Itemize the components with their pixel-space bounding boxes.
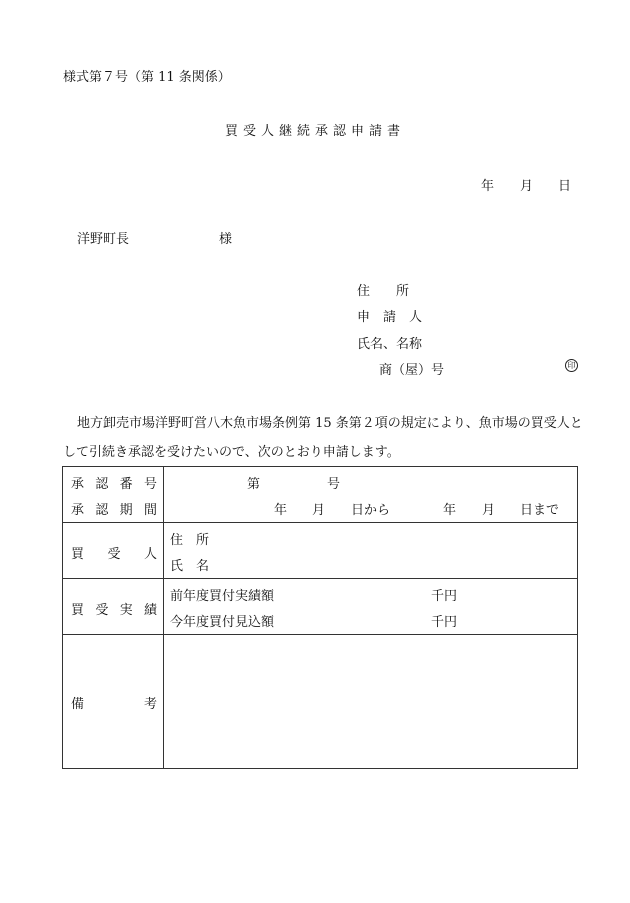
results-value-cell[interactable] [164,579,578,635]
label-buyer [63,523,164,579]
applicant-label: 申 請 人 [357,310,423,325]
row-remarks [63,635,578,769]
buyer-address-label: 住 所 [170,533,210,548]
label-results-text: 買 受 実 績 [71,603,157,618]
period-until-label: 日まで [520,503,560,518]
row-buyer [63,523,578,579]
period-year-to: 年 [443,503,457,518]
remarks-value-cell[interactable] [164,635,578,769]
number-prefix: 第 [247,477,261,492]
label-results [63,579,164,635]
label-remarks-text: 備 考 [71,697,157,712]
seal-mark: 印 [565,359,578,372]
applicant-address-label: 住 所 [357,284,410,299]
period-year-from: 年 [274,503,288,518]
label-approval [63,467,164,523]
period-month-to: 月 [482,503,496,518]
prev-year-unit: 千円 [431,589,458,604]
row-results [63,579,578,635]
applicant-name-label: 氏名、名称 [357,337,423,352]
period-month-from: 月 [312,503,326,518]
application-statement: 地方卸売市場洋野町営八木魚市場条例第 15 条第２項の規定により、魚市場の買受人として引続き承認を受けたいので、次のとおり申請します。 [63,416,583,460]
date-day-label: 日 [558,179,572,194]
label-buyer-text: 買 受 人 [71,547,157,562]
approval-value-cell[interactable] [164,467,578,523]
row-approval [63,467,578,523]
label-remarks [63,635,164,769]
number-suffix: 号 [327,477,341,492]
addressee-honorific: 様 [219,232,233,247]
period-from-label: 日から [351,503,391,518]
prev-year-purchase-label: 前年度買付実績額 [170,589,275,604]
buyer-name-label: 氏 名 [170,559,210,574]
label-approval-period: 承 認 期 間 [71,503,157,518]
this-year-unit: 千円 [431,615,458,630]
date-year-label: 年 [481,179,495,194]
application-table [62,466,578,769]
date-month-label: 月 [520,179,534,194]
document-title: 買受人継続承認申請書 [224,124,405,139]
applicant-trade-name-label: 商（屋）号 [379,363,445,378]
this-year-purchase-label: 今年度買付見込額 [170,615,275,630]
addressee-name: 洋野町長 [77,232,130,247]
label-approval-number: 承 認 番 号 [71,477,157,492]
form-number: 様式第７号（第 11 条関係） [63,70,231,85]
buyer-value-cell[interactable] [164,523,578,579]
